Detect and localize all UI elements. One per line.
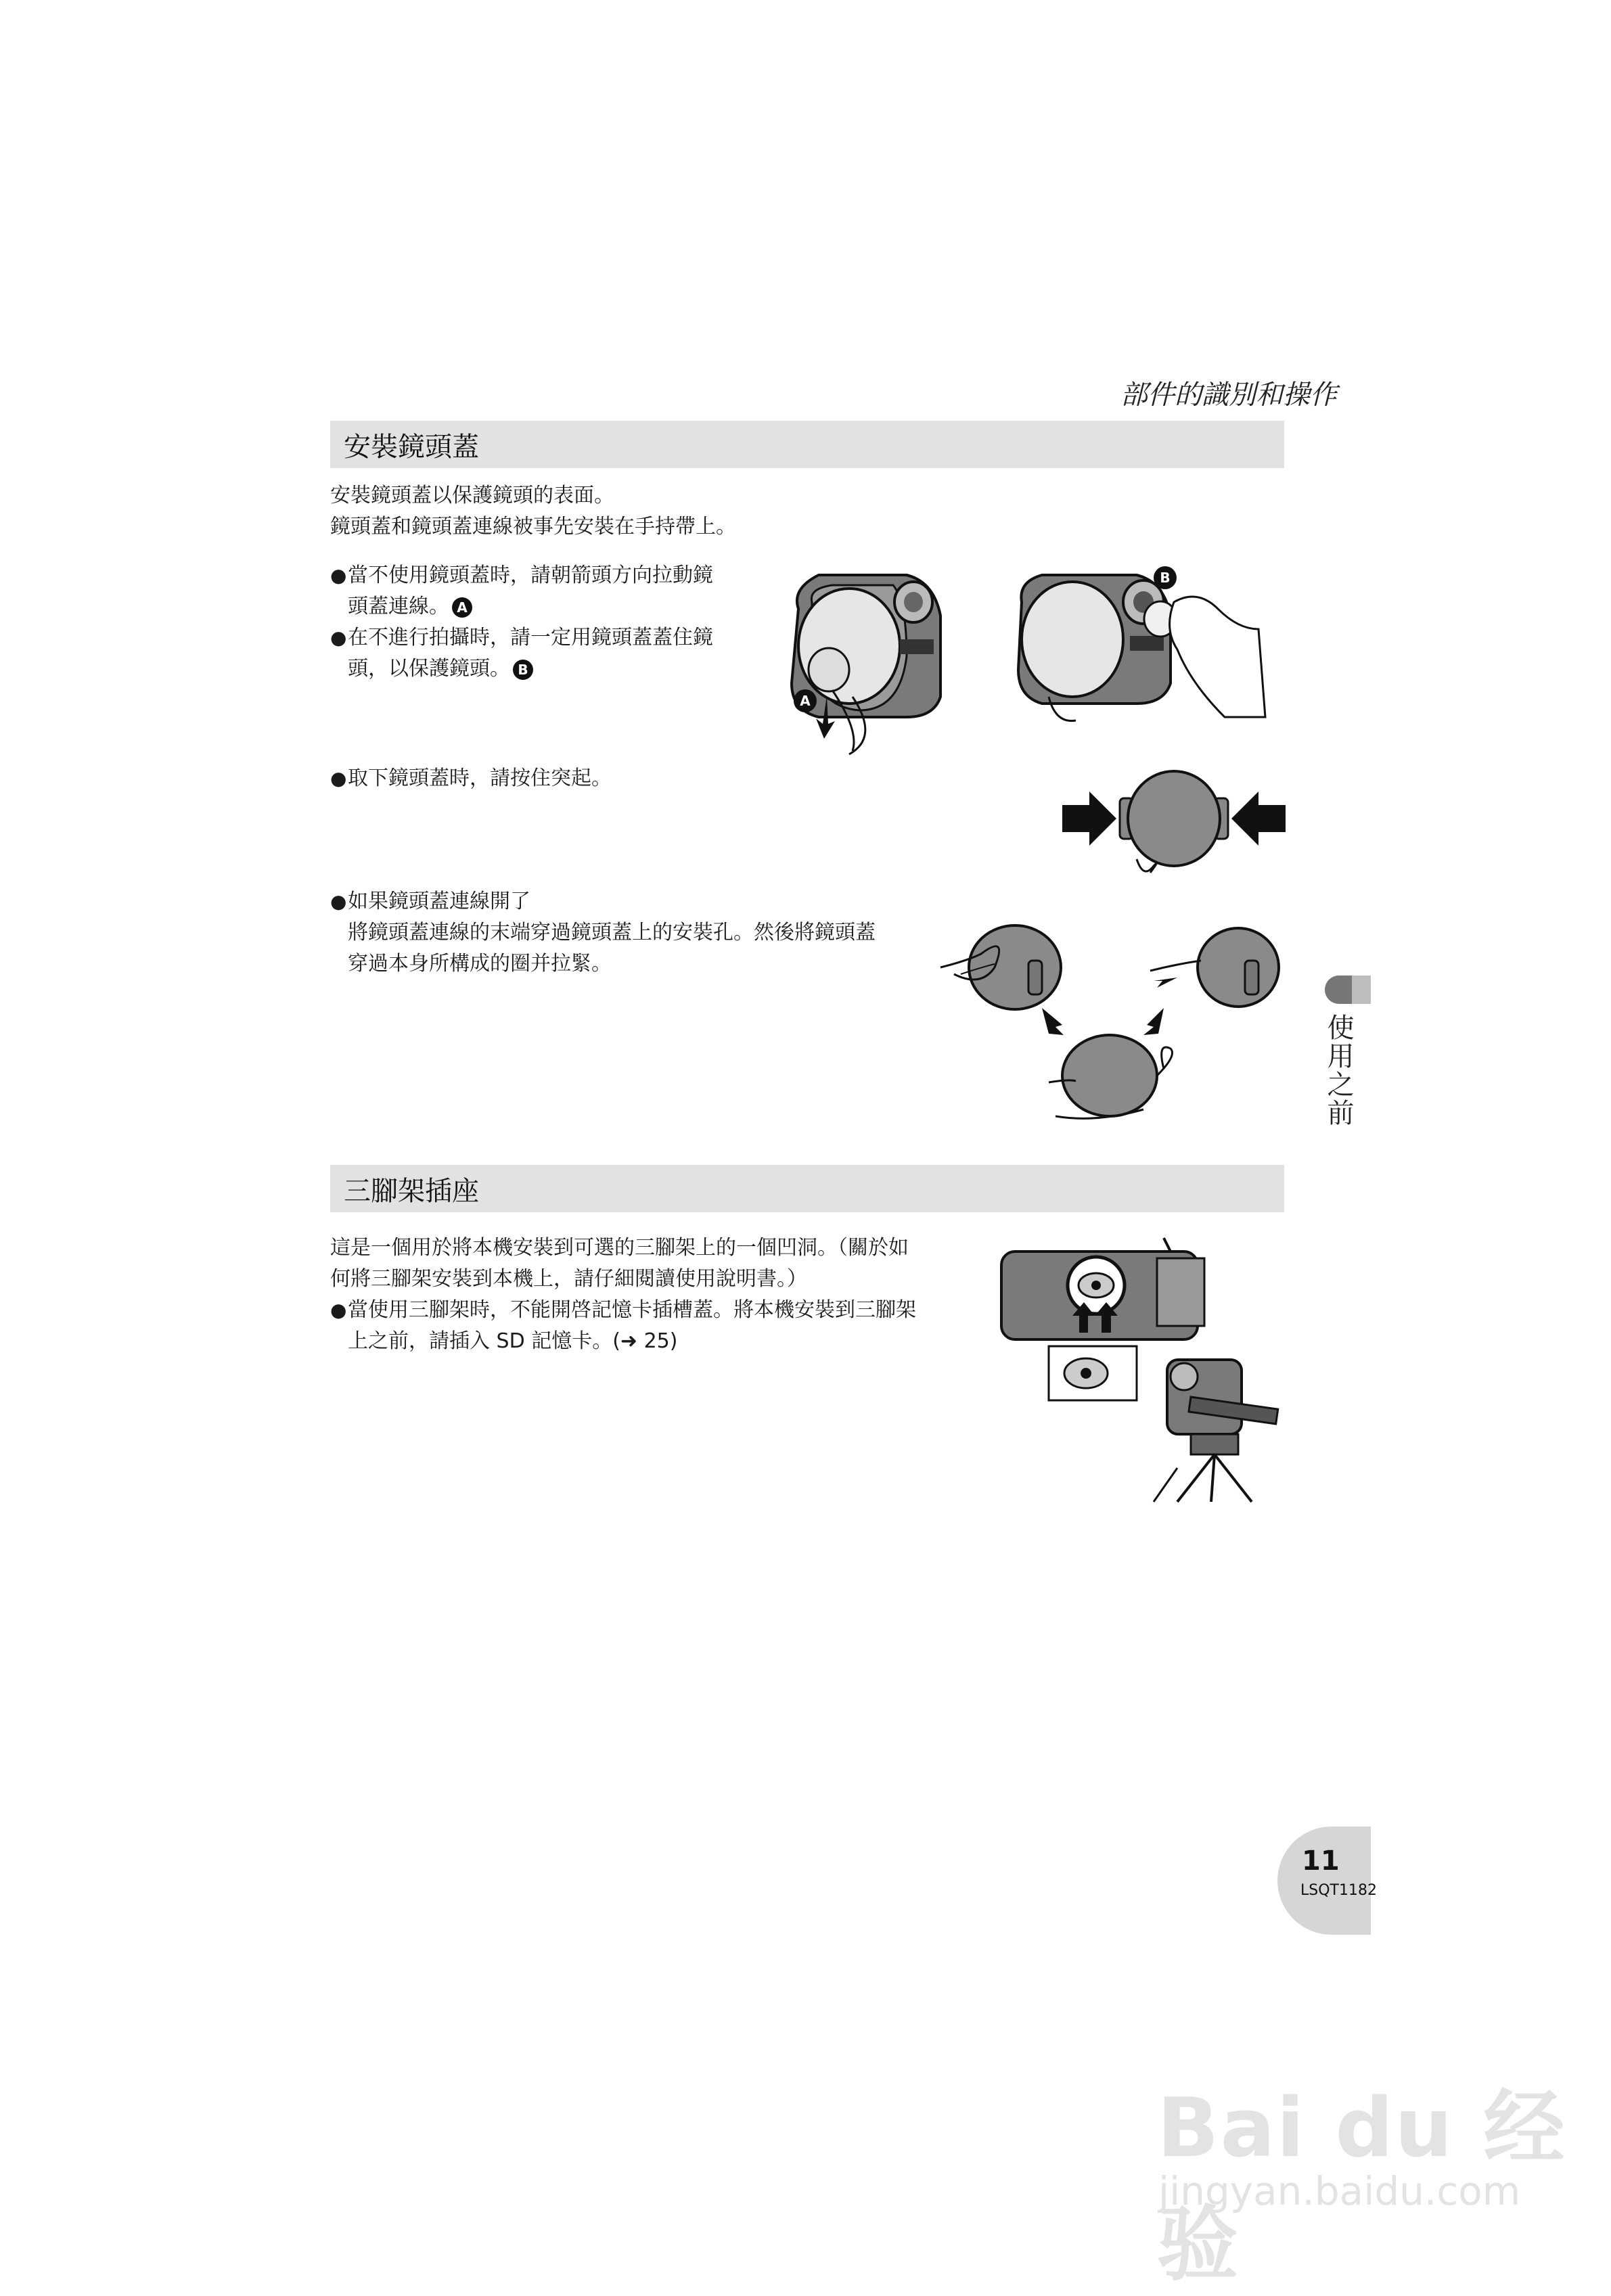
page-badge	[1277, 1827, 1371, 1935]
camera-cap-attach-illustration	[1008, 561, 1279, 724]
bullet-dot: ●	[330, 890, 347, 913]
bullet-dot: ●	[330, 564, 347, 587]
figure-label-b: B	[1160, 570, 1171, 586]
tripod-intro-line-2: 何將三腳架安裝到本機上，請仔細閱讀使用說明書。）	[330, 1267, 807, 1291]
bullet-remove-cap	[330, 763, 612, 794]
tripod-text	[330, 1233, 980, 1357]
cap-press-tabs-illustration	[1062, 764, 1286, 883]
bullet-text: 當使用三腳架時，不能開啓記憶卡插槽蓋。將本機安裝到三腳架	[348, 1298, 916, 1322]
side-tab-label: 使用之前	[1323, 1013, 1354, 1127]
section-bar-lens-cap	[330, 421, 1284, 468]
section-bar-tripod	[330, 1165, 1284, 1212]
section-title-lens-cap: 安裝鏡頭蓋	[344, 431, 479, 463]
bullet-text: 穿過本身所構成的圈并拉緊。	[348, 952, 612, 975]
watermark-logo: Bai du 经验	[1157, 2082, 1566, 2292]
bullet-dot: ●	[330, 1299, 347, 1321]
bullet-text: 如果鏡頭蓋連線開了	[348, 890, 530, 913]
bullet-dot: ●	[330, 767, 347, 789]
bullet-cover-lens	[330, 622, 763, 685]
bullet-text: 頭蓋連線。	[348, 595, 449, 618]
chapter-title: 部件的識別和操作	[1120, 380, 1337, 411]
section-title-tripod: 三腳架插座	[344, 1175, 479, 1207]
tripod-intro-line-1: 這是一個用於將本機安裝到可選的三腳架上的一個凹洞。（關於如	[330, 1236, 909, 1260]
bullet-pull-strap	[330, 560, 763, 622]
bullet-text: 在不進行拍攝時，請一定用鏡頭蓋蓋住鏡	[348, 626, 713, 649]
bullet-tripod-sd	[330, 1295, 980, 1357]
marker-a: A	[452, 597, 472, 618]
bullet-text: 取下鏡頭蓋時，請按住突起。	[348, 766, 612, 790]
marker-b: B	[513, 660, 533, 680]
bullet-text: 當不使用鏡頭蓋時，請朝箭頭方向拉動鏡	[348, 564, 713, 587]
lens-cap-bullets	[330, 560, 763, 685]
tripod-mount-illustration	[995, 1231, 1279, 1502]
bullet-text: 上之前，請插入 SD 記憶卡。(➜ 25)	[348, 1329, 678, 1353]
page-number: 11	[1302, 1845, 1340, 1877]
cap-strap-threading-illustration	[940, 920, 1279, 1123]
bullet-dot: ●	[330, 626, 347, 649]
intro-line-1: 安裝鏡頭蓋以保護鏡頭的表面。	[330, 484, 614, 507]
watermark-url: jingyan.baidu.com	[1158, 2168, 1521, 2214]
intro-line-2: 鏡頭蓋和鏡頭蓋連線被事先安裝在手持帶上。	[330, 515, 736, 538]
document-code: LSQT1182	[1300, 1882, 1377, 1899]
side-tab-marker	[1325, 975, 1352, 1004]
bullet-strap-detached	[330, 886, 939, 980]
figure-label-a: A	[800, 693, 811, 709]
bullet-text: 頭，以保護鏡頭。	[348, 657, 510, 681]
camera-cap-hanging-illustration	[778, 561, 968, 764]
bullet-text: 將鏡頭蓋連線的末端穿過鏡頭蓋上的安裝孔。然後將鏡頭蓋	[348, 921, 876, 944]
lens-cap-intro	[330, 480, 736, 543]
